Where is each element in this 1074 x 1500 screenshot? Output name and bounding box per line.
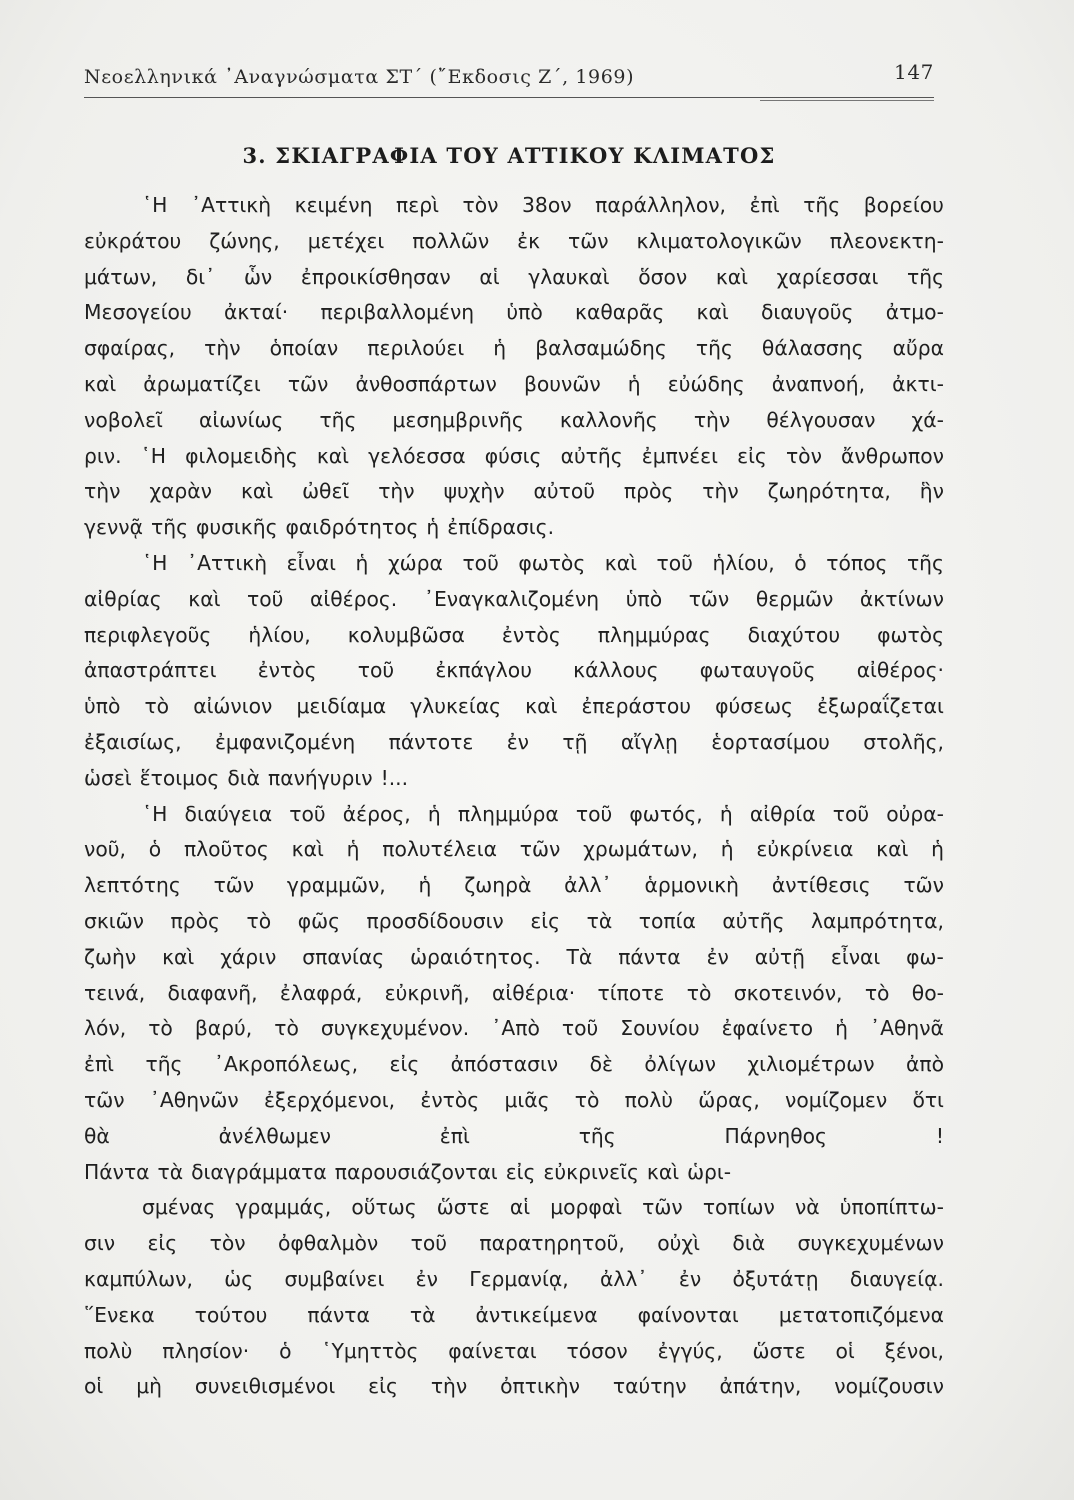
article-body: [84, 188, 944, 1405]
text-line: γεννᾷ τῆς φυσικῆς φαιδρότητος ἡ ἐπίδρασις.: [84, 515, 555, 540]
text-line: πολὺ πλησίον· ὁ ῾Υμηττὸς φαίνεται τόσον ἐγγύς, ὥστε οἱ ξένοι,: [84, 1338, 944, 1363]
text-line: θὰ ἀνέλθωμεν ἐπὶ τῆς Πάρνηθος !: [84, 1123, 944, 1148]
text-line: εὐκράτου ζώνης, μετέχει πολλῶν ἐκ τῶν κλιματολογικῶν πλεονεκτη-: [84, 228, 944, 253]
text-line: λεπτότης τῶν γραμμῶν, ἡ ζωηρὰ ἀλλ᾿ ἁρμονικὴ ἀντίθεσις τῶν: [84, 873, 944, 898]
text-line: σμένας γραμμάς, οὕτως ὥστε αἱ μορφαὶ τῶν τοπίων νὰ ὑποπίπτω-: [142, 1195, 944, 1220]
text-line: ριν. ῾Η φιλομειδὴς καὶ γελόεσσα φύσις αὐτῆς ἐμπνέει εἰς τὸν ἄνθρωπον: [84, 443, 944, 468]
text-line: μάτων, δι᾿ ὧν ἐπροικίσθησαν αἱ γλαυκαὶ ὅσον καὶ χαρίεσσαι τῆς: [84, 264, 944, 289]
text-line: σκιῶν πρὸς τὸ φῶς προσδίδουσιν εἰς τὰ τοπία αὐτῆς λαμπρότητα,: [84, 908, 944, 933]
page-number: 147: [894, 60, 934, 84]
header-rule-underline: [760, 100, 934, 101]
text-line: σφαίρας, τὴν ὁποίαν περιλούει ἡ βαλσαμώδης τῆς θάλασσης αὔρα: [84, 336, 944, 361]
text-line: οἱ μὴ συνειθισμένοι εἰς τὴν ὀπτικὴν ταύτην ἀπάτην, νομίζουσιν: [84, 1374, 944, 1399]
text-line: καμπύλων, ὡς συμβαίνει ἐν Γερμανίᾳ, ἀλλ᾿ ἐν ὀξυτάτῃ διαυγείᾳ.: [84, 1266, 944, 1291]
text-line: σιν εἰς τὸν ὀφθαλμὸν τοῦ παρατηρητοῦ, οὐχὶ διὰ συγκεχυμένων: [84, 1231, 944, 1256]
text-line: ῞Ενεκα τούτου πάντα τὰ ἀντικείμενα φαίνονται μετατοπιζόμενα: [84, 1302, 944, 1327]
text-line: ῾Η διαύγεια τοῦ ἀέρος, ἡ πλημμύρα τοῦ φωτός, ἡ αἰθρία τοῦ οὐρα-: [142, 801, 944, 826]
text-line: Μεσογείου ἀκταί· περιβαλλομένη ὑπὸ καθαρᾶς καὶ διαυγοῦς ἀτμο-: [84, 300, 944, 325]
text-line: ῾Η ᾿Αττικὴ κειμένη περὶ τὸν 38ον παράλληλον, ἐπὶ τῆς βορείου: [142, 193, 944, 217]
text-line: τεινά, διαφανῆ, ἐλαφρά, εὐκρινῆ, αἰθέρια· τίποτε τὸ σκοτεινόν, τὸ θο-: [84, 980, 944, 1005]
running-title: Νεοελληνικά ᾿Αναγνώσματα ΣΤ΄ (῎Εκδοσις Ζ΄, 1969): [84, 66, 635, 88]
text-line: νοῦ, ὁ πλοῦτος καὶ ἡ πολυτέλεια τῶν χρωμάτων, ἡ εὐκρίνεια καὶ ἡ: [84, 837, 944, 862]
text-line: ζωὴν καὶ χάριν σπανίας ὡραιότητος. Τὰ πάντα ἐν αὐτῇ εἶναι φω-: [84, 944, 944, 969]
text-line: ὑπὸ τὸ αἰώνιον μειδίαμα γλυκείας καὶ ἐπεράστου φύσεως ἐξωραΐζεται: [84, 694, 944, 719]
text-line: καὶ ἀρωματίζει τῶν ἀνθοσπάρτων βουνῶν ἡ εὐώδης ἀναπνοή, ἀκτι-: [84, 371, 944, 396]
text-line: ὡσεὶ ἕτοιμος διὰ πανήγυριν !...: [84, 765, 409, 790]
text-line: ἀπαστράπτει ἐντὸς τοῦ ἐκπάγλου κάλλους φωταυγοῦς αἰθέρος·: [84, 658, 944, 683]
text-line: νοβολεῖ αἰωνίως τῆς μεσημβρινῆς καλλονῆς τὴν θέλγουσαν χά-: [84, 407, 944, 432]
running-head: [84, 60, 934, 96]
header-rule: [84, 97, 934, 98]
text-line: ἐπὶ τῆς ᾿Ακροπόλεως, εἰς ἀπόστασιν δὲ ὀλίγων χιλιομέτρων ἀπὸ: [84, 1052, 944, 1077]
text-line: περιφλεγοῦς ἡλίου, κολυμβῶσα ἐντὸς πλημμύρας διαχύτου φωτὸς: [84, 622, 944, 647]
text-line: τὴν χαρὰν καὶ ὠθεῖ τὴν ψυχὴν αὐτοῦ πρὸς τὴν ζωηρότητα, ἣν: [84, 479, 944, 504]
text-line: αἰθρίας καὶ τοῦ αἰθέρος. ᾿Εναγκαλιζομένη ὑπὸ τῶν θερμῶν ἀκτίνων: [84, 586, 944, 611]
text-line: τῶν ᾿Αθηνῶν ἐξερχόμενοι, ἐντὸς μιᾶς τὸ πολὺ ὥρας, νομίζομεν ὅτι: [84, 1087, 944, 1112]
text-line: ἐξαισίως, ἐμφανιζομένη πάντοτε ἐν τῇ αἴγλῃ ἑορτασίμου στολῆς,: [84, 729, 944, 754]
text-line: λόν, τὸ βαρύ, τὸ συγκεχυμένον. ᾿Απὸ τοῦ Σουνίου ἐφαίνετο ἡ ᾿Αθηνᾶ: [84, 1016, 944, 1041]
article-title: 3. ΣΚΙΑΓΡΑΦΙΑ ΤΟΥ ΑΤΤΙΚΟΥ ΚΛΙΜΑΤΟΣ: [242, 143, 776, 168]
text-line: Πάντα τὰ διαγράμματα παρουσιάζονται εἰς εὐκρινεῖς καὶ ὡρι-: [84, 1159, 732, 1184]
text-line: ῾Η ᾿Αττικὴ εἶναι ἡ χώρα τοῦ φωτὸς καὶ τοῦ ἡλίου, ὁ τόπος τῆς: [142, 550, 944, 575]
